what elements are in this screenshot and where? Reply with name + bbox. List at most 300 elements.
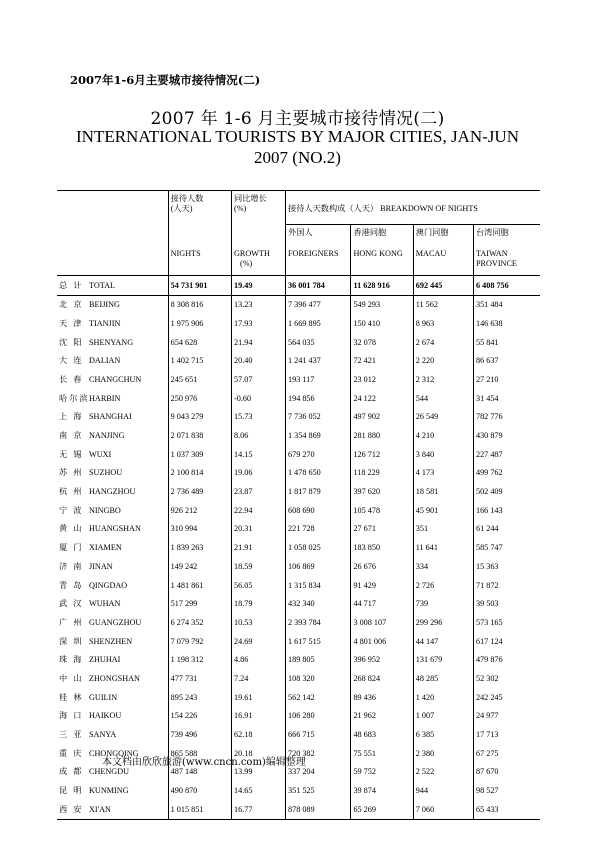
city-name-en: HANGZHOU <box>89 487 136 497</box>
header-hongkong-cn: 香港同胞 <box>351 224 413 246</box>
total-city-cell <box>57 276 168 296</box>
header-growth-cn-line1: 同比增长 <box>234 194 267 203</box>
cell-taiwan: 502 409 <box>473 483 540 502</box>
header-city-blank-2 <box>57 224 168 246</box>
cell-hongkong: 549 293 <box>351 295 413 314</box>
city-name-en: BEIJING <box>89 300 120 310</box>
cell-hongkong: 396 952 <box>351 651 413 670</box>
cell-macau: 6 385 <box>413 726 473 745</box>
cell-taiwan: 585 747 <box>473 539 540 558</box>
total-growth: 19.49 <box>232 276 286 296</box>
table-row <box>57 501 540 520</box>
cell-hongkong: 23 012 <box>351 371 413 390</box>
city-cell <box>57 483 168 502</box>
cell-nights: 7 079 792 <box>168 632 231 651</box>
header-breakdown: 接待人天数构成（人天） BREAKDOWN OF NIGHTS <box>286 191 541 225</box>
cell-taiwan: 782 776 <box>473 408 540 427</box>
cell-foreigners: 666 715 <box>286 726 351 745</box>
cell-nights: 2 736 489 <box>168 483 231 502</box>
cell-foreigners: 193 117 <box>286 371 351 390</box>
city-name-en: TIANJIN <box>89 318 121 328</box>
city-statistics-table <box>57 190 540 820</box>
cell-foreigners: 351 525 <box>286 782 351 801</box>
cell-foreigners: 7 736 052 <box>286 408 351 427</box>
cell-taiwan: 71 872 <box>473 576 540 595</box>
city-name-en: WUXI <box>89 449 112 459</box>
city-cell <box>57 539 168 558</box>
cell-hongkong: 26 676 <box>351 558 413 577</box>
city-name-cn: 西 安 <box>59 804 84 814</box>
cell-macau: 7 060 <box>413 800 473 819</box>
cell-macau: 1 007 <box>413 707 473 726</box>
cell-nights: 926 212 <box>168 501 231 520</box>
cell-taiwan: 52 302 <box>473 670 540 689</box>
cell-foreigners: 1 315 834 <box>286 576 351 595</box>
table-row <box>57 427 540 446</box>
cell-taiwan: 39 503 <box>473 595 540 614</box>
cell-foreigners: 2 393 784 <box>286 614 351 633</box>
city-name-cn: 珠 海 <box>59 655 84 665</box>
cell-hongkong: 281 880 <box>351 427 413 446</box>
city-name-cn: 中 山 <box>59 673 84 683</box>
cell-nights: 1 402 715 <box>168 352 231 371</box>
cell-taiwan: 55 841 <box>473 333 540 352</box>
cell-nights: 490 870 <box>168 782 231 801</box>
cell-macau: 299 296 <box>413 614 473 633</box>
city-cell <box>57 371 168 390</box>
table-row <box>57 408 540 427</box>
table-row <box>57 445 540 464</box>
cell-nights: 1 037 309 <box>168 445 231 464</box>
cell-growth: 23.87 <box>232 483 286 502</box>
cell-taiwan: 86 637 <box>473 352 540 371</box>
cell-nights: 654 628 <box>168 333 231 352</box>
cell-hongkong: 118 229 <box>351 464 413 483</box>
city-name-cn: 南 京 <box>59 431 84 441</box>
cell-macau: 944 <box>413 782 473 801</box>
city-name-en: XIAMEN <box>89 543 122 553</box>
city-name-cn: 天 津 <box>59 318 84 328</box>
cell-hongkong: 91 429 <box>351 576 413 595</box>
cell-macau: 45 901 <box>413 501 473 520</box>
cell-hongkong: 3 008 107 <box>351 614 413 633</box>
cell-nights: 245 651 <box>168 371 231 390</box>
cell-foreigners: 189 805 <box>286 651 351 670</box>
header-row-2 <box>57 224 540 246</box>
cell-nights: 477 731 <box>168 670 231 689</box>
cell-nights: 154 226 <box>168 707 231 726</box>
city-cell <box>57 389 168 408</box>
city-cell <box>57 520 168 539</box>
cell-foreigners: 337 204 <box>286 763 351 782</box>
header-macau-en: MACAU <box>413 246 473 276</box>
cell-growth: 21.94 <box>232 333 286 352</box>
header-row-1 <box>57 191 540 225</box>
header-city-blank-3 <box>57 246 168 276</box>
cell-foreigners: 720 382 <box>286 744 351 763</box>
cell-growth: 24.69 <box>232 632 286 651</box>
total-nights: 54 731 901 <box>168 276 231 296</box>
cell-growth: 16.77 <box>232 800 286 819</box>
cell-foreigners: 608 690 <box>286 501 351 520</box>
cell-macau: 1 420 <box>413 688 473 707</box>
cell-growth: 8.06 <box>232 427 286 446</box>
title-english-line-2: 2007 (NO.2) <box>254 148 341 167</box>
cell-hongkong: 24 122 <box>351 389 413 408</box>
city-name-en: JINAN <box>89 561 113 571</box>
city-name-en: HARBIN <box>89 393 121 403</box>
table-row <box>57 315 540 334</box>
running-heading: 2007年1-6月主要城市接待情况(二) <box>70 73 261 87</box>
header-growth-en <box>232 246 286 276</box>
cell-growth: 19.61 <box>232 688 286 707</box>
cell-nights: 1 975 906 <box>168 315 231 334</box>
header-row-3 <box>57 246 540 276</box>
city-name-cn: 苏 州 <box>59 468 84 478</box>
cell-foreigners: 1 817 879 <box>286 483 351 502</box>
cell-nights: 149 242 <box>168 558 231 577</box>
total-city-en: TOTAL <box>89 280 116 290</box>
cell-foreigners: 106 869 <box>286 558 351 577</box>
table-row <box>57 389 540 408</box>
city-name-en: NANJING <box>89 431 125 441</box>
cell-macau: 131 679 <box>413 651 473 670</box>
header-growth-unit: (%) <box>240 259 253 269</box>
cell-taiwan: 15 363 <box>473 558 540 577</box>
cell-foreigners: 1 617 515 <box>286 632 351 651</box>
header-nights-cn-line2: (人天) <box>170 204 193 213</box>
cell-macau: 44 147 <box>413 632 473 651</box>
cell-hongkong: 32 078 <box>351 333 413 352</box>
header-growth-cn <box>232 191 286 247</box>
cell-growth: 14.15 <box>232 445 286 464</box>
cell-nights: 1 839 263 <box>168 539 231 558</box>
city-name-en: ZHONGSHAN <box>89 673 140 683</box>
cell-nights: 487 148 <box>168 763 231 782</box>
city-name-en: HUANGSHAN <box>89 524 141 534</box>
cell-nights: 2 071 838 <box>168 427 231 446</box>
city-name-cn: 杭 州 <box>59 487 84 497</box>
table-row <box>57 371 540 390</box>
title-chinese: 2007 年 1-6 月主要城市接待情况(二) <box>150 109 445 129</box>
table-row <box>57 688 540 707</box>
table-row <box>57 614 540 633</box>
cell-macau: 18 581 <box>413 483 473 502</box>
cell-taiwan: 573 165 <box>473 614 540 633</box>
title-english-line-1: INTERNATIONAL TOURISTS BY MAJOR CITIES, JAN-JUN <box>76 127 519 146</box>
cell-hongkong: 65 269 <box>351 800 413 819</box>
city-name-en: CHENGDU <box>89 767 130 777</box>
table-row <box>57 670 540 689</box>
cell-hongkong: 105 478 <box>351 501 413 520</box>
header-growth-cn-line2: (%) <box>234 204 247 213</box>
city-name-cn: 广 州 <box>59 617 84 627</box>
city-name-en: GUANGZHOU <box>89 617 142 627</box>
table-row <box>57 558 540 577</box>
cell-taiwan: 98 527 <box>473 782 540 801</box>
city-cell <box>57 726 168 745</box>
cell-macau: 2 220 <box>413 352 473 371</box>
cell-macau: 2 312 <box>413 371 473 390</box>
city-cell <box>57 632 168 651</box>
city-cell <box>57 464 168 483</box>
city-name-en: WUHAN <box>89 599 121 609</box>
cell-growth: 22.94 <box>232 501 286 520</box>
city-name-cn: 成 都 <box>59 767 84 777</box>
city-cell <box>57 651 168 670</box>
cell-foreigners: 679 270 <box>286 445 351 464</box>
city-cell <box>57 670 168 689</box>
city-name-cn: 武 汉 <box>59 599 84 609</box>
cell-hongkong: 59 752 <box>351 763 413 782</box>
city-cell <box>57 333 168 352</box>
cell-hongkong: 150 410 <box>351 315 413 334</box>
table-row <box>57 576 540 595</box>
cell-growth: 10.53 <box>232 614 286 633</box>
cell-macau: 351 <box>413 520 473 539</box>
cell-nights: 8 308 816 <box>168 295 231 314</box>
header-taiwan-en-line1: TAIWAN <box>475 249 508 259</box>
cell-hongkong: 48 683 <box>351 726 413 745</box>
cell-taiwan: 87 670 <box>473 763 540 782</box>
cell-nights: 517 299 <box>168 595 231 614</box>
cell-hongkong: 497 902 <box>351 408 413 427</box>
header-foreigners-cn: 外国人 <box>286 224 351 246</box>
table-row <box>57 782 540 801</box>
cell-growth: 13.99 <box>232 763 286 782</box>
city-name-cn: 大 连 <box>59 356 84 366</box>
city-cell <box>57 352 168 371</box>
city-name-en: CHANGCHUN <box>89 374 142 384</box>
city-name-cn: 无 锡 <box>59 449 84 459</box>
city-name-cn: 桂 林 <box>59 692 84 702</box>
cell-growth: 18.59 <box>232 558 286 577</box>
city-name-en: HAIKOU <box>89 711 122 721</box>
cell-taiwan: 166 143 <box>473 501 540 520</box>
cell-nights: 895 243 <box>168 688 231 707</box>
cell-growth: 20.18 <box>232 744 286 763</box>
cell-growth: 18.79 <box>232 595 286 614</box>
table-row <box>57 483 540 502</box>
city-name-cn: 厦 门 <box>59 543 84 553</box>
cell-taiwan: 479 876 <box>473 651 540 670</box>
table-row <box>57 464 540 483</box>
cell-taiwan: 31 454 <box>473 389 540 408</box>
table-row <box>57 800 540 819</box>
header-taiwan-en-line2: PROVINCE <box>475 259 517 269</box>
cell-nights: 6 274 352 <box>168 614 231 633</box>
city-name-cn: 宁 波 <box>59 505 84 515</box>
city-cell <box>57 576 168 595</box>
cell-growth: 15.73 <box>232 408 286 427</box>
table-row <box>57 295 540 314</box>
cell-foreigners: 1 058 025 <box>286 539 351 558</box>
city-cell <box>57 688 168 707</box>
cell-hongkong: 397 620 <box>351 483 413 502</box>
city-name-en: GUILIN <box>89 692 118 702</box>
cell-nights: 1 198 312 <box>168 651 231 670</box>
cell-foreigners: 1 478 650 <box>286 464 351 483</box>
city-name-cn: 黄 山 <box>59 524 84 534</box>
cell-taiwan: 146 638 <box>473 315 540 334</box>
cell-nights: 1 015 851 <box>168 800 231 819</box>
city-name-cn: 长 春 <box>59 374 84 384</box>
city-name-en: NINGBO <box>89 505 121 515</box>
city-name-cn: 上 海 <box>59 412 84 422</box>
cell-growth: 14.65 <box>232 782 286 801</box>
cell-growth: -0.60 <box>232 389 286 408</box>
cell-nights: 310 994 <box>168 520 231 539</box>
header-nights-cn-line1: 接待人数 <box>170 194 204 203</box>
cell-macau: 26 549 <box>413 408 473 427</box>
header-taiwan-cn: 台湾同胞 <box>473 224 540 246</box>
header-growth-en-line1: GROWTH <box>234 249 270 259</box>
cell-macau: 739 <box>413 595 473 614</box>
city-name-cn: 三 亚 <box>59 730 84 740</box>
cell-taiwan: 27 210 <box>473 371 540 390</box>
cell-macau: 48 285 <box>413 670 473 689</box>
table-row <box>57 707 540 726</box>
cell-growth: 57.07 <box>232 371 286 390</box>
cell-foreigners: 564 035 <box>286 333 351 352</box>
city-name-cn: 哈尔滨 <box>59 393 90 403</box>
cell-macau: 2 380 <box>413 744 473 763</box>
cell-growth: 13.23 <box>232 295 286 314</box>
cell-growth: 7.24 <box>232 670 286 689</box>
cell-hongkong: 44 717 <box>351 595 413 614</box>
header-hongkong-en: HONG KONG <box>351 246 413 276</box>
city-name-cn: 沈 阳 <box>59 337 84 347</box>
city-name-en: SHANGHAI <box>89 412 132 422</box>
cell-foreigners: 108 320 <box>286 670 351 689</box>
cell-hongkong: 4 801 006 <box>351 632 413 651</box>
city-cell <box>57 427 168 446</box>
city-name-en: SUZHOU <box>89 468 123 478</box>
city-name-cn: 青 岛 <box>59 580 84 590</box>
city-name-en: XI'AN <box>89 804 111 814</box>
total-macau: 692 445 <box>413 276 473 296</box>
cell-taiwan: 242 245 <box>473 688 540 707</box>
footer-note: 本文档由欣欣旅游(www.cncn.com)编辑整理 <box>102 757 306 768</box>
cell-taiwan: 67 275 <box>473 744 540 763</box>
city-name-en: SHENZHEN <box>89 636 133 646</box>
header-foreigners-en: FOREIGNERS <box>286 246 351 276</box>
cell-foreigners: 1 669 895 <box>286 315 351 334</box>
table-row <box>57 520 540 539</box>
table-row <box>57 632 540 651</box>
cell-foreigners: 106 280 <box>286 707 351 726</box>
table-row <box>57 539 540 558</box>
cell-macau: 334 <box>413 558 473 577</box>
city-cell <box>57 315 168 334</box>
total-foreigners: 36 001 784 <box>286 276 351 296</box>
city-cell <box>57 445 168 464</box>
cell-foreigners: 562 142 <box>286 688 351 707</box>
header-nights-en: NIGHTS <box>168 246 231 276</box>
city-name-en: KUNMING <box>89 786 129 796</box>
cell-macau: 544 <box>413 389 473 408</box>
cell-foreigners: 221 728 <box>286 520 351 539</box>
header-nights-cn <box>168 191 231 247</box>
cell-growth: 19.06 <box>232 464 286 483</box>
city-cell <box>57 614 168 633</box>
table-row <box>57 333 540 352</box>
city-cell <box>57 558 168 577</box>
cell-taiwan: 65 433 <box>473 800 540 819</box>
city-name-cn: 昆 明 <box>59 786 84 796</box>
cell-nights: 1 481 861 <box>168 576 231 595</box>
city-name-en: SANYA <box>89 730 117 740</box>
total-taiwan: 6 408 756 <box>473 276 540 296</box>
cell-growth: 20.40 <box>232 352 286 371</box>
table-row <box>57 726 540 745</box>
city-name-en: ZHUHAI <box>89 655 121 665</box>
city-cell <box>57 408 168 427</box>
cell-foreigners: 194 856 <box>286 389 351 408</box>
cell-macau: 8 963 <box>413 315 473 334</box>
cell-hongkong: 39 874 <box>351 782 413 801</box>
cell-hongkong: 72 421 <box>351 352 413 371</box>
city-cell <box>57 501 168 520</box>
header-taiwan-en <box>473 246 540 276</box>
cell-foreigners: 1 354 869 <box>286 427 351 446</box>
cell-taiwan: 499 762 <box>473 464 540 483</box>
cell-foreigners: 1 241 437 <box>286 352 351 371</box>
cell-hongkong: 126 712 <box>351 445 413 464</box>
cell-taiwan: 227 487 <box>473 445 540 464</box>
city-name-cn: 重 庆 <box>59 748 84 758</box>
city-name-en: QINGDAO <box>89 580 128 590</box>
total-hongkong: 11 628 916 <box>351 276 413 296</box>
city-cell <box>57 707 168 726</box>
title-english <box>0 126 595 168</box>
city-name-cn: 深 圳 <box>59 636 84 646</box>
cell-hongkong: 268 824 <box>351 670 413 689</box>
city-name-en: CHONGQING <box>89 748 139 758</box>
city-name-cn: 海 口 <box>59 711 84 721</box>
header-city-blank <box>57 191 168 225</box>
cell-hongkong: 21 962 <box>351 707 413 726</box>
total-row <box>57 276 540 296</box>
cell-growth: 21.91 <box>232 539 286 558</box>
city-name-en: DALIAN <box>89 356 121 366</box>
cell-hongkong: 89 436 <box>351 688 413 707</box>
cell-nights: 865 588 <box>168 744 231 763</box>
cell-macau: 11 641 <box>413 539 473 558</box>
cell-foreigners: 432 340 <box>286 595 351 614</box>
cell-taiwan: 61 244 <box>473 520 540 539</box>
cell-growth: 16.91 <box>232 707 286 726</box>
cell-growth: 17.93 <box>232 315 286 334</box>
cell-foreigners: 7 396 477 <box>286 295 351 314</box>
table-row <box>57 651 540 670</box>
cell-taiwan: 351 484 <box>473 295 540 314</box>
cell-hongkong: 27 671 <box>351 520 413 539</box>
cell-macau: 2 726 <box>413 576 473 595</box>
cell-nights: 250 976 <box>168 389 231 408</box>
city-cell <box>57 595 168 614</box>
cell-macau: 2 674 <box>413 333 473 352</box>
cell-macau: 2 522 <box>413 763 473 782</box>
cell-nights: 2 100 814 <box>168 464 231 483</box>
header-macau-cn: 澳门同胞 <box>413 224 473 246</box>
city-name-cn: 济 南 <box>59 561 84 571</box>
city-name-cn: 北 京 <box>59 300 84 310</box>
city-cell <box>57 295 168 314</box>
cell-nights: 9 043 279 <box>168 408 231 427</box>
cell-growth: 62.18 <box>232 726 286 745</box>
cell-nights: 739 496 <box>168 726 231 745</box>
